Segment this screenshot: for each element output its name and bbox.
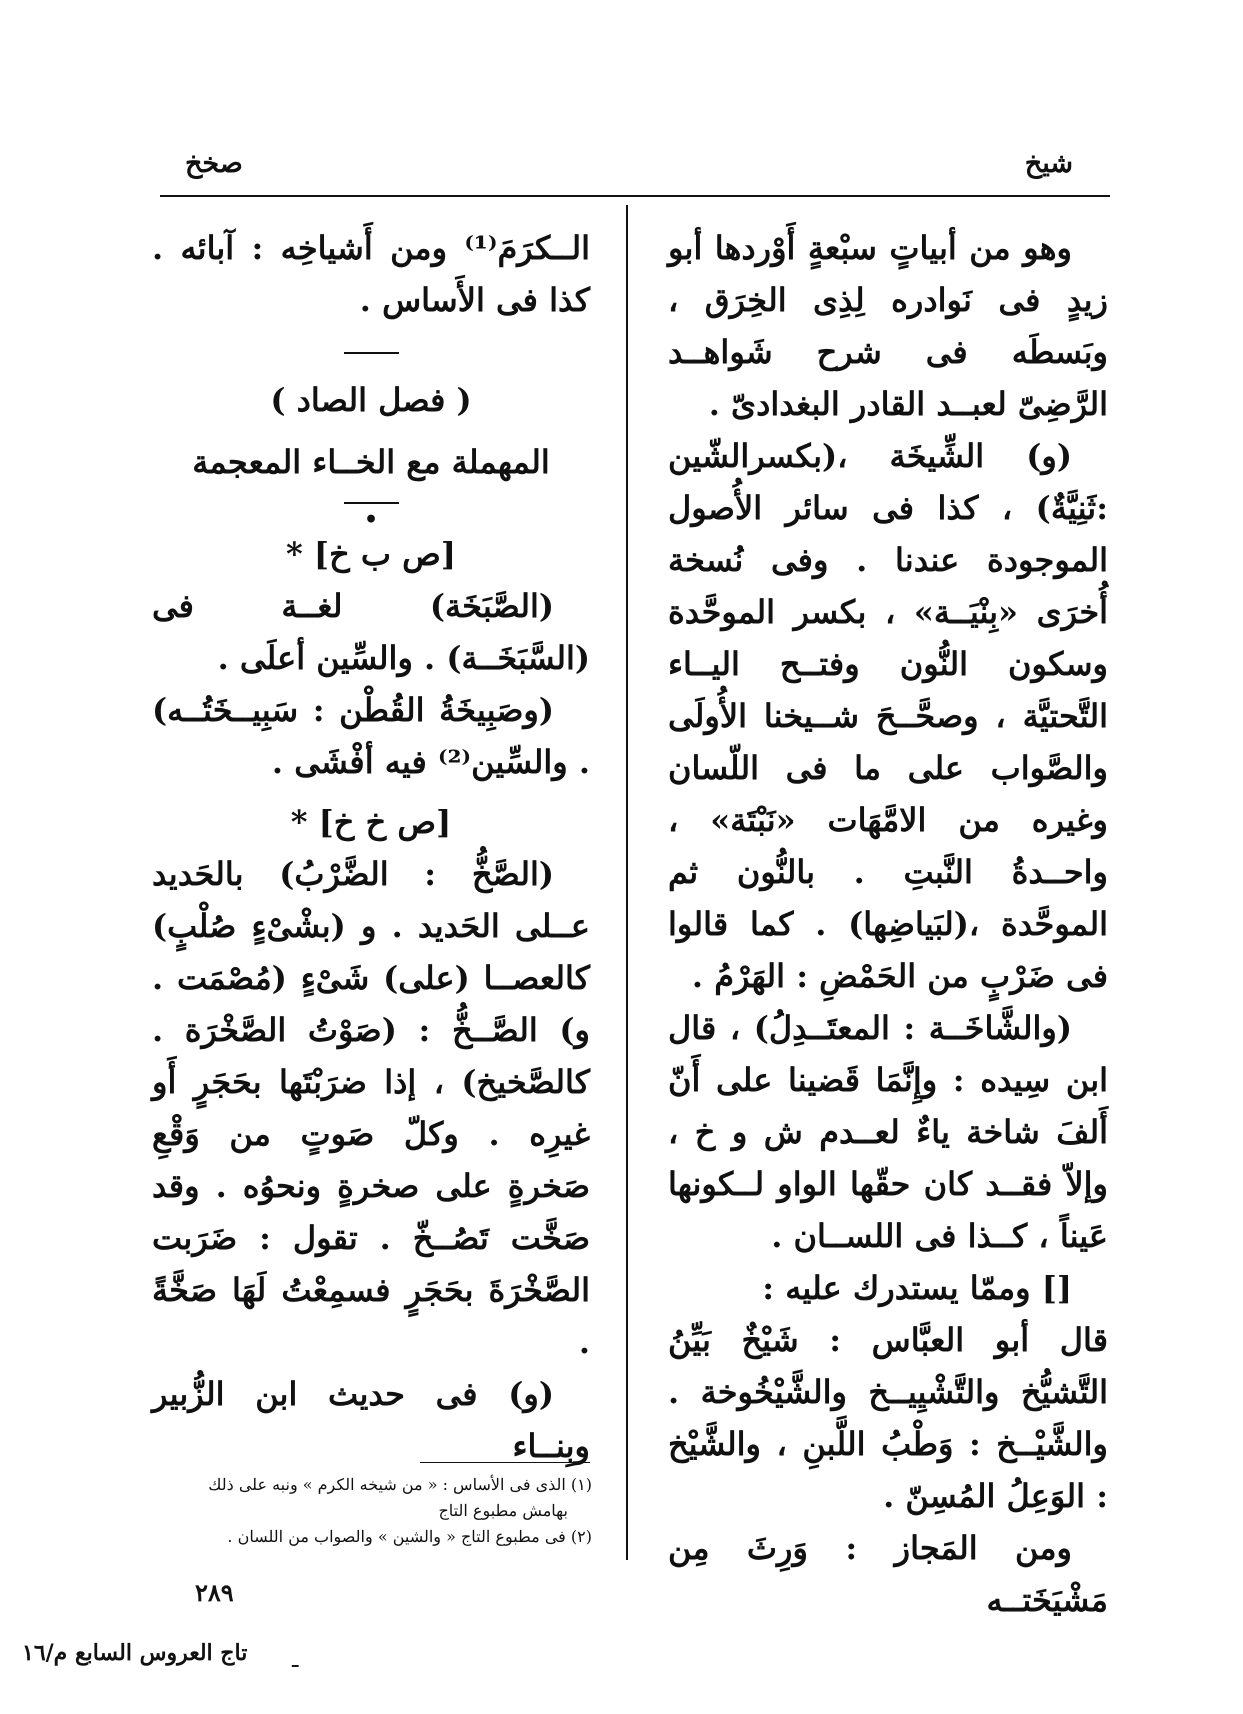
footnote-rule: [420, 1462, 590, 1463]
paragraph: (والشَّاخَــة : المعتَــدِلُ) ، قال ابن سِيده : وإِنَّمَا قَضينا على أَنّ أَلفَ شاخة ياءٌ لعــدم ش و خ ، وإلاّ فقــد كان حقّها الواو لــكونها عَيناً ، كــذا فى اللســان .: [668, 1009, 1108, 1255]
footnotes: [152, 1472, 592, 1550]
paragraph: قال أبو العبَّاس : شَيْخٌ بَيِّنُ التَّشيُّخ والتَّشْيِيــخ والشَّيْخُوخة . والشَّيْــخ : وَطْبُ اللَّبنِ ، والشَّيْخ : الوَعِلُ المُسِنّ .: [668, 1321, 1108, 1515]
dot-ornament: •: [363, 507, 379, 533]
footnote: (١) الذى فى الأساس : « من شيخه الكرم » ونبه على ذلك: [208, 1475, 592, 1494]
right-column: [668, 222, 1108, 1626]
footer-mark: ـ: [292, 1648, 299, 1673]
header-rule: [160, 195, 1110, 197]
left-column: [152, 222, 590, 1472]
entry-heading: [ص خ خ] *: [290, 803, 452, 841]
paragraph: [] وممّا يستدرك عليه :: [762, 1269, 1072, 1307]
column-divider: [626, 205, 628, 1560]
footnote: بهامش مطبوع التاج: [438, 1501, 568, 1520]
paragraph: (و) الشِّيخَة ،(بكسرالشّين :ثَنِيَّةٌ) ، كذا فى سائر الأُصول الموجودة عندنا . وفى نُسخة أُخرَى «بِنْيَــة» ، بكسر الموحَّدة وسكون النُّون وفتــح اليــاء التَّحتيَّة ، وصحَّــحَ شــيخنا الأُولَى والصَّواب على ما فى اللّسان وغيره من الامَّهَات «نَبْتَة» ، واحــدةُ النَّبتِ . بالنُّون ثم الموحَّدة ،(لبَياضِها) . كما قالوا فى ضَرْبٍ من الحَمْضِ : الهَرْمُ .: [668, 437, 1108, 995]
paragraph: (وصَبِيخَةُ القُطْن : سَبِيــخَتُــه) . والسِّين⁽²⁾ فيه أفْشَى .: [152, 691, 590, 781]
header-right-word: شيخ: [1024, 148, 1073, 179]
paragraph: الــكرَمَ⁽¹⁾ ومن أَشياخِه : آبائه . كذا فى الأَساس .: [152, 229, 590, 319]
footnote: (٢) فى مطبوع التاج « والشين » والصواب من اللسان .: [227, 1527, 592, 1546]
footer-text: تاج العروس السابع م/١٦: [22, 1640, 248, 1666]
section-separator: [344, 352, 399, 354]
section-title: ( فصل الصاد ): [270, 381, 472, 419]
paragraph: (الصَّخُّ : الضَّرْبُ) بالحَديد عــلى الحَديد . و (بشْىْءٍ صُلْبٍ) كالعصــا (على) شَىْءٍ (مُصْمَت . و) الصَّــخُّ : (صَوْتُ الصَّخْرَة . كالصَّخيخ) ، إذا ضرَبْتَها بحَجَرٍ أَو غيرِه . وكلّ صَوتٍ من وَقْعِ صَخرةٍ على صخرةٍ ونحوُه . وقد صَخَّت تَصُــخّ . تقول : ضَرَبت الصَّخْرَةَ بحَجَرٍ فسمِعْتُ لَهَا صَخَّةً .: [152, 855, 590, 1361]
paragraph: (الصَّبَخَة) لغــة فى (السَّبَخَــة) . والسِّين أعلَى .: [152, 587, 590, 677]
paragraph: (و) فى حديث ابن الزُّبير وبِنــاء: [152, 1375, 590, 1465]
section-subtitle: المهملة مع الخــاء المعجمة: [192, 443, 550, 481]
page-number: ٢٨٩: [195, 1578, 234, 1607]
paragraph: ومن المَجاز : وَرِثَ مِن مَشْيَخَتــه: [668, 1529, 1108, 1619]
entry-heading: [ص ب خ] *: [286, 535, 456, 573]
header-left-word: صخخ: [185, 148, 243, 179]
paragraph: وهو من أبياتٍ سبْعةٍ أَوْردها أبو زيدٍ فى نَوادره لِذِى الخِرَق ، وبَسطَه فى شرح شَواهــد الرَّضِىّ لعبــد القادر البغدادىّ .: [668, 229, 1108, 423]
subtitle-separator: [344, 502, 399, 504]
